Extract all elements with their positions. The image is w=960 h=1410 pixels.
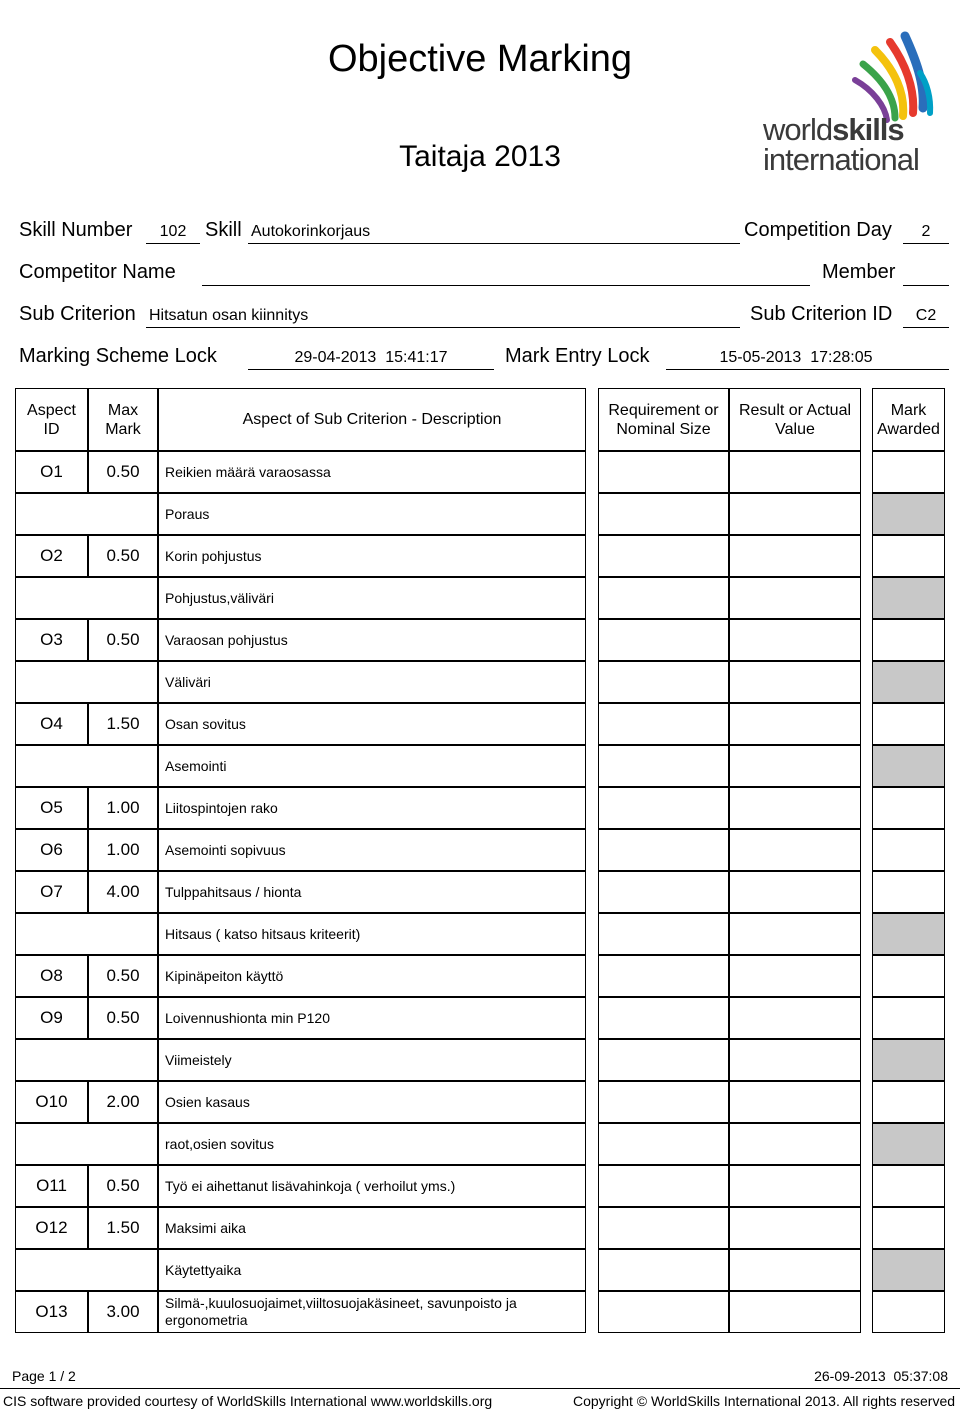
description-cell: Reikien määrä varaosassa bbox=[158, 451, 586, 493]
mark-awarded-cell[interactable] bbox=[872, 703, 945, 745]
mark-awarded-cell[interactable] bbox=[872, 1291, 945, 1333]
aspect-id-cell: O3 bbox=[15, 619, 88, 661]
mark-entry-lock-value: 15-05-2013 17:28:05 bbox=[719, 349, 873, 366]
col-header-requirement: Requirement or Nominal Size bbox=[598, 388, 729, 451]
printed-timestamp: 26-09-2013 05:37:08 bbox=[814, 1368, 948, 1384]
col-header-aspect-id: Aspect ID bbox=[15, 388, 88, 451]
description-cell: Kipinäpeiton käyttö bbox=[158, 955, 586, 997]
sub-criterion-id-value: C2 bbox=[915, 307, 937, 324]
col-header-result: Result or Actual Value bbox=[729, 388, 861, 451]
requirement-cell bbox=[598, 1039, 729, 1081]
page-number: Page 1 / 2 bbox=[12, 1368, 76, 1384]
aspect-id-cell: O10 bbox=[15, 1081, 88, 1123]
mark-awarded-cell[interactable] bbox=[872, 1165, 945, 1207]
requirement-cell bbox=[598, 535, 729, 577]
mark-awarded-cell[interactable] bbox=[872, 1207, 945, 1249]
max-mark-cell: 0.50 bbox=[88, 451, 158, 493]
result-cell bbox=[729, 787, 861, 829]
table-row-spacer bbox=[15, 913, 158, 955]
skill-underline bbox=[248, 243, 740, 244]
requirement-cell bbox=[598, 1165, 729, 1207]
member-label: Member bbox=[822, 261, 896, 283]
table-row-spacer bbox=[15, 745, 158, 787]
result-cell bbox=[729, 703, 861, 745]
max-mark-cell: 0.50 bbox=[88, 955, 158, 997]
mark-awarded-cell-disabled bbox=[872, 745, 945, 787]
description-cell: Varaosan pohjustus bbox=[158, 619, 586, 661]
mark-awarded-cell[interactable] bbox=[872, 451, 945, 493]
marking-scheme-lock-value: 29-04-2013 15:41:17 bbox=[294, 349, 448, 366]
aspect-id-cell: O12 bbox=[15, 1207, 88, 1249]
aspect-id-cell: O9 bbox=[15, 997, 88, 1039]
table-row-spacer bbox=[15, 661, 158, 703]
result-cell bbox=[729, 1207, 861, 1249]
max-mark-cell: 4.00 bbox=[88, 871, 158, 913]
requirement-cell bbox=[598, 619, 729, 661]
mark-awarded-cell-disabled bbox=[872, 1123, 945, 1165]
result-cell bbox=[729, 451, 861, 493]
description-cell: Poraus bbox=[158, 493, 586, 535]
mark-entry-lock-label: Mark Entry Lock bbox=[505, 345, 650, 367]
mark-awarded-cell[interactable] bbox=[872, 619, 945, 661]
skill-number-value: 102 bbox=[159, 223, 187, 240]
logo-text-world: world bbox=[763, 112, 833, 147]
result-cell bbox=[729, 1291, 861, 1333]
requirement-cell bbox=[598, 1081, 729, 1123]
result-cell bbox=[729, 1249, 861, 1291]
table-row-spacer bbox=[15, 1039, 158, 1081]
description-cell: Viimeistely bbox=[158, 1039, 586, 1081]
requirement-cell bbox=[598, 955, 729, 997]
mark-awarded-cell-disabled bbox=[872, 661, 945, 703]
aspect-id-cell: O6 bbox=[15, 829, 88, 871]
competition-day-value: 2 bbox=[921, 223, 931, 240]
requirement-cell bbox=[598, 577, 729, 619]
aspect-id-cell: O2 bbox=[15, 535, 88, 577]
mark-awarded-cell[interactable] bbox=[872, 829, 945, 871]
aspect-id-cell: O8 bbox=[15, 955, 88, 997]
description-cell: Hitsaus ( katso hitsaus kriteerit) bbox=[158, 913, 586, 955]
requirement-cell bbox=[598, 703, 729, 745]
description-cell: Liitospintojen rako bbox=[158, 787, 586, 829]
result-cell bbox=[729, 997, 861, 1039]
result-cell bbox=[729, 829, 861, 871]
result-cell bbox=[729, 871, 861, 913]
max-mark-cell: 1.50 bbox=[88, 1207, 158, 1249]
max-mark-cell: 1.00 bbox=[88, 787, 158, 829]
description-cell: Korin pohjustus bbox=[158, 535, 586, 577]
requirement-cell bbox=[598, 1291, 729, 1333]
mark-entry-lock-underline bbox=[666, 369, 949, 370]
requirement-cell bbox=[598, 1249, 729, 1291]
footer-divider bbox=[0, 1388, 960, 1389]
description-cell: Asemointi bbox=[158, 745, 586, 787]
table-row-spacer bbox=[15, 1249, 158, 1291]
requirement-cell bbox=[598, 1207, 729, 1249]
aspect-id-cell: O7 bbox=[15, 871, 88, 913]
sub-criterion-value: Hitsatun osan kiinnitys bbox=[149, 307, 309, 324]
mark-awarded-cell-disabled bbox=[872, 577, 945, 619]
max-mark-cell: 1.00 bbox=[88, 829, 158, 871]
page-title: Objective Marking bbox=[327, 38, 633, 80]
col-header-description: Aspect of Sub Criterion - Description bbox=[158, 388, 586, 451]
max-mark-cell: 1.50 bbox=[88, 703, 158, 745]
page-subtitle: Taitaja 2013 bbox=[399, 140, 561, 173]
logo-text-skills: skills bbox=[832, 112, 904, 147]
sub-criterion-id-underline bbox=[903, 327, 949, 328]
sub-criterion-label: Sub Criterion bbox=[19, 303, 136, 325]
max-mark-cell: 2.00 bbox=[88, 1081, 158, 1123]
marking-scheme-lock-label: Marking Scheme Lock bbox=[19, 345, 217, 367]
mark-awarded-cell-disabled bbox=[872, 493, 945, 535]
max-mark-cell: 0.50 bbox=[88, 1165, 158, 1207]
aspect-id-cell: O4 bbox=[15, 703, 88, 745]
competition-day-label: Competition Day bbox=[744, 219, 892, 241]
sub-criterion-underline bbox=[146, 327, 740, 328]
max-mark-cell: 3.00 bbox=[88, 1291, 158, 1333]
requirement-cell bbox=[598, 661, 729, 703]
mark-awarded-cell[interactable] bbox=[872, 955, 945, 997]
worldskills-logo bbox=[755, 28, 955, 178]
sub-criterion-id-label: Sub Criterion ID bbox=[750, 303, 893, 325]
description-cell: Pohjustus,väliväri bbox=[158, 577, 586, 619]
member-underline bbox=[903, 285, 949, 286]
result-cell bbox=[729, 1123, 861, 1165]
description-cell: Silmä-,kuulosuojaimet,viiltosuojakäsineet, savunpoisto ja ergonometria bbox=[158, 1291, 586, 1333]
mark-awarded-cell[interactable] bbox=[872, 535, 945, 577]
requirement-cell bbox=[598, 913, 729, 955]
requirement-cell bbox=[598, 871, 729, 913]
skill-number-underline bbox=[146, 243, 200, 244]
skill-label: Skill bbox=[205, 219, 242, 241]
description-cell: Loivennushionta min P120 bbox=[158, 997, 586, 1039]
aspect-id-cell: O13 bbox=[15, 1291, 88, 1333]
col-header-max-mark: Max Mark bbox=[88, 388, 158, 451]
requirement-cell bbox=[598, 829, 729, 871]
result-cell bbox=[729, 493, 861, 535]
courtesy-text: CIS software provided courtesy of WorldSkills International www.worldskills.org bbox=[3, 1393, 493, 1409]
result-cell bbox=[729, 1081, 861, 1123]
result-cell bbox=[729, 577, 861, 619]
marking-scheme-lock-underline bbox=[248, 369, 494, 370]
max-mark-cell: 0.50 bbox=[88, 997, 158, 1039]
requirement-cell bbox=[598, 1123, 729, 1165]
description-cell: raot,osien sovitus bbox=[158, 1123, 586, 1165]
result-cell bbox=[729, 535, 861, 577]
description-cell: Tulppahitsaus / hionta bbox=[158, 871, 586, 913]
aspect-id-cell: O5 bbox=[15, 787, 88, 829]
result-cell bbox=[729, 619, 861, 661]
result-cell bbox=[729, 661, 861, 703]
table-row-spacer bbox=[15, 577, 158, 619]
requirement-cell bbox=[598, 451, 729, 493]
skill-number-label: Skill Number bbox=[19, 219, 133, 241]
description-cell: Asemointi sopivuus bbox=[158, 829, 586, 871]
col-header-mark-awarded: Mark Awarded bbox=[872, 388, 945, 451]
mark-awarded-cell[interactable] bbox=[872, 997, 945, 1039]
mark-awarded-cell-disabled bbox=[872, 1039, 945, 1081]
aspect-id-cell: O11 bbox=[15, 1165, 88, 1207]
competitor-name-label: Competitor Name bbox=[19, 261, 176, 283]
result-cell bbox=[729, 1039, 861, 1081]
table-row-spacer bbox=[15, 1123, 158, 1165]
result-cell bbox=[729, 955, 861, 997]
description-cell: Maksimi aika bbox=[158, 1207, 586, 1249]
mark-awarded-cell[interactable] bbox=[872, 1081, 945, 1123]
competition-day-underline bbox=[903, 243, 949, 244]
requirement-cell bbox=[598, 787, 729, 829]
skill-value: Autokorinkorjaus bbox=[251, 223, 371, 240]
description-cell: Osan sovitus bbox=[158, 703, 586, 745]
max-mark-cell: 0.50 bbox=[88, 535, 158, 577]
table-row-spacer bbox=[15, 493, 158, 535]
mark-awarded-cell[interactable] bbox=[872, 787, 945, 829]
requirement-cell bbox=[598, 745, 729, 787]
requirement-cell bbox=[598, 997, 729, 1039]
max-mark-cell: 0.50 bbox=[88, 619, 158, 661]
logo-text-international: international bbox=[763, 142, 919, 177]
copyright-text: Copyright © WorldSkills International 2013. All rights reserved bbox=[573, 1393, 956, 1409]
description-cell: Käytettyaika bbox=[158, 1249, 586, 1291]
result-cell bbox=[729, 745, 861, 787]
result-cell bbox=[729, 913, 861, 955]
mark-awarded-cell-disabled bbox=[872, 913, 945, 955]
aspect-id-cell: O1 bbox=[15, 451, 88, 493]
description-cell: Väliväri bbox=[158, 661, 586, 703]
requirement-cell bbox=[598, 493, 729, 535]
result-cell bbox=[729, 1165, 861, 1207]
mark-awarded-cell-disabled bbox=[872, 1249, 945, 1291]
description-cell: Osien kasaus bbox=[158, 1081, 586, 1123]
mark-awarded-cell[interactable] bbox=[872, 871, 945, 913]
description-cell: Työ ei aihettanut lisävahinkoja ( verhoilut yms.) bbox=[158, 1165, 586, 1207]
competitor-name-underline bbox=[202, 285, 810, 286]
